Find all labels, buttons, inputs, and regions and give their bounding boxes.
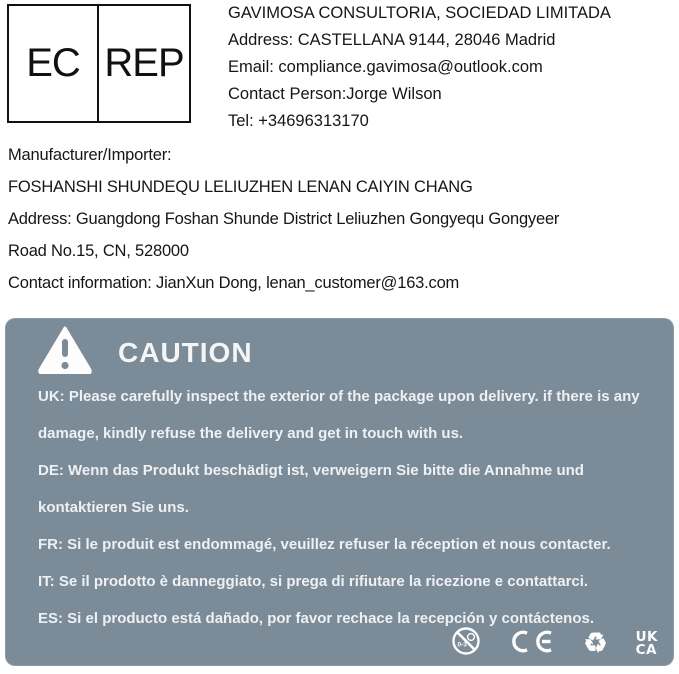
representative-email: Email: compliance.gavimosa@outlook.com	[228, 58, 543, 76]
warning-line-de-1: DE: Wenn das Produkt beschädigt ist, verweigern Sie bitte die Annahme und	[38, 462, 584, 479]
manufacturer-block	[8, 139, 559, 299]
age-warning-label: 0-3	[457, 641, 468, 649]
ec-rep-symbol	[7, 4, 191, 123]
ukca-mark	[636, 631, 658, 656]
warning-line-de-2: kontaktieren Sie uns.	[38, 499, 189, 516]
manufacturer-address-line1: Address: Guangdong Foshan Shunde District Leliuzhen Gongyequ Gongyeer	[8, 210, 560, 228]
caution-warning-text	[38, 378, 660, 637]
manufacturer-heading: Manufacturer/Importer:	[8, 146, 172, 164]
representative-address: Address: CASTELLANA 9144, 28046 Madrid	[228, 31, 556, 49]
caution-header	[38, 326, 253, 379]
warning-triangle-icon	[38, 326, 92, 379]
manufacturer-contact: Contact information: JianXun Dong, lenan_customer@163.com	[8, 274, 460, 292]
caution-title: CAUTION	[118, 336, 253, 368]
warning-line-uk-2: damage, kindly refuse the delivery and get in touch with us.	[38, 425, 464, 442]
ec-rep-left-cell: EC	[9, 6, 99, 121]
warning-line-it: IT: Se il prodotto è danneggiato, si prega di rifiutare la ricezione e contattarci.	[38, 573, 589, 590]
ce-mark-icon	[509, 630, 555, 658]
eu-representative-block	[228, 0, 611, 135]
manufacturer-name: FOSHANSHI SHUNDEQU LELIUZHEN LENAN CAIYIN CHANG	[8, 178, 473, 196]
representative-name: GAVIMOSA CONSULTORIA, SOCIEDAD LIMITADA	[228, 4, 611, 22]
caution-panel	[5, 318, 674, 666]
recycle-icon: ♻	[583, 628, 608, 658]
warning-line-uk-1: UK: Please carefully inspect the exterior of the package upon delivery. if there is any	[38, 388, 640, 405]
warning-line-fr: FR: Si le produit est endommagé, veuillez refuser la réception et nous contacter.	[38, 536, 611, 553]
age-warning-icon	[451, 626, 481, 661]
ec-rep-right-cell: REP	[104, 41, 184, 85]
ukca-mark-line2: CA	[635, 641, 657, 658]
representative-tel: Tel: +34696313170	[228, 112, 369, 130]
manufacturer-address-line2: Road No.15, CN, 528000	[8, 242, 189, 260]
ukca-mark-line1: UK	[635, 629, 658, 645]
compliance-marks-row	[451, 626, 658, 661]
warning-line-es: ES: Si el producto está dañado, por favor rechace la recepción y contáctenos.	[38, 610, 594, 627]
representative-contact-person: Contact Person:Jorge Wilson	[228, 85, 442, 103]
